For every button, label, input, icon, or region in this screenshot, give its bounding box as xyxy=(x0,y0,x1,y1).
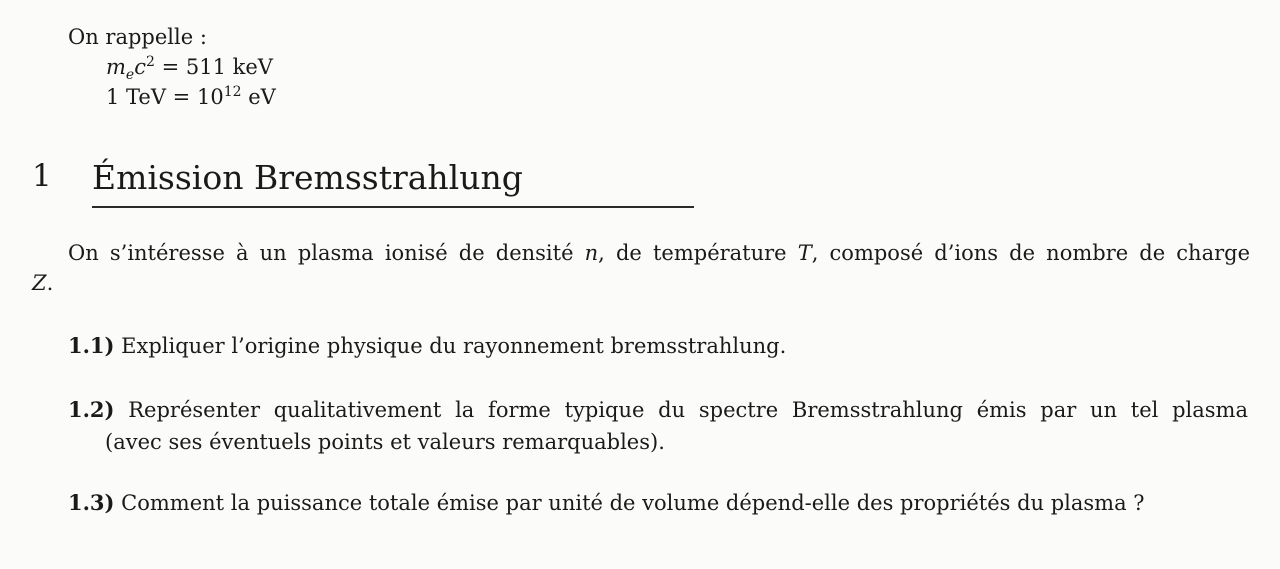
formula-tev-lhs: 1 TeV = 10 xyxy=(106,85,224,109)
formula-electron-mass xyxy=(68,52,276,82)
formula-m: m xyxy=(106,55,126,79)
formula-sub-e: e xyxy=(125,67,135,84)
formula-sup-2: 2 xyxy=(145,54,155,70)
intro-line-2 xyxy=(32,271,53,295)
question-text-continued: (avec ses éventuels points et valeurs remarquables). xyxy=(105,430,665,454)
question-1-1 xyxy=(68,330,1248,362)
question-number: 1.3) xyxy=(68,490,115,515)
intro-text-4: . xyxy=(46,271,54,295)
section-heading xyxy=(32,158,694,210)
intro-paragraph xyxy=(32,238,1250,298)
question-text: Comment la puissance totale émise par unité de volume dépend-elle des propriétés du plasma ? xyxy=(121,491,1145,515)
formula-tev xyxy=(68,82,276,112)
section-number: 1 xyxy=(32,158,52,194)
section-underline xyxy=(92,206,694,208)
question-number: 1.1) xyxy=(68,333,115,358)
question-number: 1.2) xyxy=(68,397,115,422)
question-text: Représenter qualitativement la forme typique du spectre Bremsstrahlung émis par un tel plasma xyxy=(128,398,1248,422)
intro-text-2: , de température xyxy=(598,241,798,265)
reminder-block xyxy=(68,22,276,112)
var-n: n xyxy=(584,241,599,265)
formula-tev-sup: 12 xyxy=(223,84,242,100)
formula-rhs: = 511 keV xyxy=(154,55,273,79)
intro-text-3: , composé d’ions de nombre de charge xyxy=(811,241,1251,265)
reminder-intro: On rappelle : xyxy=(68,25,207,49)
var-t: T xyxy=(797,241,812,265)
question-1-3 xyxy=(68,487,1248,519)
question-1-2 xyxy=(68,394,1248,458)
formula-tev-rhs: eV xyxy=(241,85,276,109)
intro-line-1 xyxy=(32,238,1250,268)
section-title: Émission Bremsstrahlung xyxy=(92,158,523,197)
intro-text-1: On s’intéresse à un plasma ionisé de densité xyxy=(68,241,585,265)
question-text: Expliquer l’origine physique du rayonnement bremsstrahlung. xyxy=(121,334,787,358)
formula-c: c xyxy=(134,55,146,79)
var-z: Z xyxy=(32,271,47,295)
